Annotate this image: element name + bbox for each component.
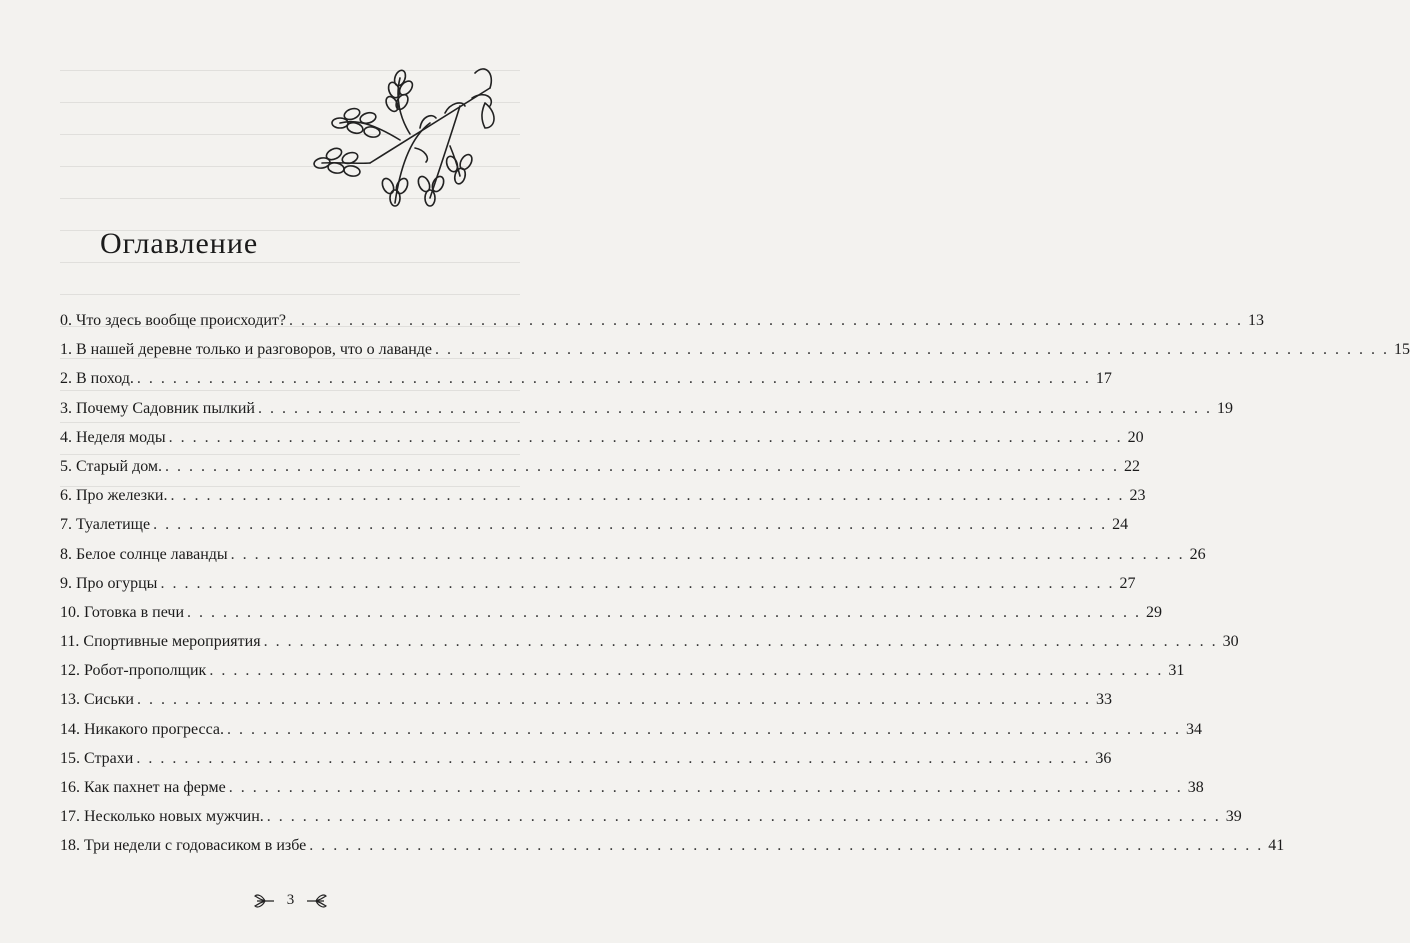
toc-entry-page: 41 bbox=[1268, 837, 1285, 855]
toc-leader-dots: . . . . . . . . . . . . . . . . . . . . . . . . . . . . . . . . . . . . . . . . . . . . . . . . . . . . . . . . . . . . . . . . . . . . . . . . . . . . . . . . bbox=[228, 779, 1183, 796]
toc-entry-page: 23 bbox=[1129, 487, 1146, 505]
toc-entry[interactable] bbox=[60, 603, 1163, 633]
toc-leader-dots: . . . . . . . . . . . . . . . . . . . . . . . . . . . . . . . . . . . . . . . . . . . . . . . . . . . . . . . . . . . . . . . . . . . . . . . . . . . . . . . . bbox=[289, 312, 1243, 329]
lavender-sprig-icon bbox=[300, 58, 500, 218]
toc-entry[interactable] bbox=[60, 720, 1202, 750]
toc-leader-dots: . . . . . . . . . . . . . . . . . . . . . . . . . . . . . . . . . . . . . . . . . . . . . . . . . . . . . . . . . . . . . . . . . . . . . . . . . . . . . . . . bbox=[230, 545, 1185, 563]
toc-leader-dots: . . . . . . . . . . . . . . . . . . . . . . . . . . . . . . . . . . . . . . . . . . . . . . . . . . . . . . . . . . . . . . . . . . . . . . . . . . . . . . . . bbox=[209, 662, 1164, 680]
toc-entry[interactable] bbox=[60, 487, 1146, 516]
toc-entry[interactable] bbox=[60, 399, 1233, 429]
toc-entry-page: 36 bbox=[1095, 749, 1112, 767]
page-footer bbox=[0, 892, 581, 909]
toc-entry[interactable] bbox=[60, 779, 1204, 808]
leaf-left-icon bbox=[253, 893, 275, 909]
toc-entry-title: 9. Про огурцы bbox=[60, 574, 158, 592]
toc-entry-page: 39 bbox=[1225, 808, 1242, 826]
leaf-right-icon bbox=[306, 893, 328, 909]
toc-entry-title: 1. В нашей деревне только и разговоров, что о лаванде bbox=[60, 341, 433, 359]
toc-entry[interactable] bbox=[60, 662, 1185, 691]
toc-entry[interactable] bbox=[60, 428, 1144, 458]
toc-entry-page: 30 bbox=[1222, 633, 1239, 651]
toc-entry-page: 27 bbox=[1119, 574, 1136, 592]
toc-entry[interactable] bbox=[60, 574, 1136, 604]
toc-leader-dots: . . . . . . . . . . . . . . . . . . . . . . . . . . . . . . . . . . . . . . . . . . . . . . . . . . . . . . . . . . . . . . . . . . . . . . . . . . . . . . . . bbox=[170, 487, 1125, 505]
toc-entry-page: 29 bbox=[1146, 603, 1163, 621]
toc-leader-dots: . . . . . . . . . . . . . . . . . . . . . . . . . . . . . . . . . . . . . . . . . . . . . . . . . . . . . . . . . . . . . . . . . . . . . . . . . . . . . . . . bbox=[187, 603, 1142, 621]
toc-entry[interactable] bbox=[60, 516, 1129, 545]
toc-entry-title: 2. В поход. bbox=[60, 370, 134, 388]
toc-entry[interactable] bbox=[60, 633, 1239, 662]
toc-entry-title: 16. Как пахнет на ферме bbox=[60, 779, 226, 796]
table-of-contents bbox=[60, 312, 1410, 867]
toc-leader-dots: . . . . . . . . . . . . . . . . . . . . . . . . . . . . . . . . . . . . . . . . . . . . . . . . . . . . . . . . . . . . . . . . . . . . . . . . . . . . . . . . bbox=[263, 633, 1218, 651]
toc-leader-dots: . . . . . . . . . . . . . . . . . . . . . . . . . . . . . . . . . . . . . . . . . . . . . . . . . . . . . . . . . . . . . . . . . . . . . . . . . . . . . . . . bbox=[227, 720, 1181, 738]
toc-entry[interactable] bbox=[60, 691, 1112, 720]
toc-entry[interactable] bbox=[60, 808, 1242, 837]
page-title: Оглавление bbox=[100, 227, 259, 260]
page-number: 3 bbox=[286, 892, 295, 908]
toc-entry-page: 34 bbox=[1186, 720, 1202, 738]
toc-entry-title: 14. Никакого прогресса. bbox=[60, 720, 224, 738]
toc-entry-page: 22 bbox=[1124, 457, 1141, 475]
toc-entry-title: 15. Страхи bbox=[60, 749, 134, 767]
toc-entry-page: 33 bbox=[1095, 691, 1112, 709]
toc-entry-page: 26 bbox=[1189, 545, 1206, 563]
toc-entry-title: 7. Туалетище bbox=[60, 516, 151, 534]
toc-entry-page: 19 bbox=[1216, 399, 1233, 417]
toc-leader-dots: . . . . . . . . . . . . . . . . . . . . . . . . . . . . . . . . . . . . . . . . . . . . . . . . . . . . . . . . . . . . . . . . . . . . . . . . . . . . . . . . bbox=[136, 691, 1091, 709]
toc-leader-dots: . . . . . . . . . . . . . . . . . . . . . . . . . . . . . . . . . . . . . . . . . . . . . . . . . . . . . . . . . . . . . . . . . . . . . . . . . . . . . . . . bbox=[257, 399, 1212, 417]
toc-leader-dots: . . . . . . . . . . . . . . . . . . . . . . . . . . . . . . . . . . . . . . . . . . . . . . . . . . . . . . . . . . . . . . . . . . . . . . . . . . . . . . . . bbox=[153, 516, 1108, 534]
toc-entry-title: 8. Белое солнце лаванды bbox=[60, 545, 228, 563]
toc-entry-title: 11. Спортивные мероприятия bbox=[60, 633, 261, 651]
toc-entry-title: 3. Почему Садовник пылкий bbox=[60, 399, 255, 417]
toc-entry-title: 5. Старый дом. bbox=[60, 457, 163, 475]
toc-leader-dots: . . . . . . . . . . . . . . . . . . . . . . . . . . . . . . . . . . . . . . . . . . . . . . . . . . . . . . . . . . . . . . . . . . . . . . . . . . . . . . . . bbox=[266, 808, 1221, 826]
toc-entry-page: 15 bbox=[1394, 341, 1410, 359]
toc-entry[interactable] bbox=[60, 370, 1112, 399]
toc-entry-page: 31 bbox=[1168, 662, 1185, 680]
toc-entry[interactable] bbox=[60, 457, 1141, 487]
toc-entry-title: 12. Робот-прополщик bbox=[60, 662, 207, 680]
toc-entry[interactable] bbox=[60, 312, 1264, 341]
toc-leader-dots: . . . . . . . . . . . . . . . . . . . . . . . . . . . . . . . . . . . . . . . . . . . . . . . . . . . . . . . . . . . . . . . . . . . . . . . . . . . . . . . . bbox=[309, 837, 1264, 855]
toc-entry[interactable] bbox=[60, 837, 1285, 866]
toc-entry-page: 24 bbox=[1112, 516, 1129, 534]
toc-entry-page: 13 bbox=[1248, 312, 1264, 329]
toc-leader-dots: . . . . . . . . . . . . . . . . . . . . . . . . . . . . . . . . . . . . . . . . . . . . . . . . . . . . . . . . . . . . . . . . . . . . . . . . . . . . . . . . bbox=[435, 341, 1390, 359]
toc-entry-title: 6. Про железки. bbox=[60, 487, 168, 505]
toc-entry-title: 17. Несколько новых мужчин. bbox=[60, 808, 264, 826]
toc-entry-title: 4. Неделя моды bbox=[60, 428, 166, 446]
toc-leader-dots: . . . . . . . . . . . . . . . . . . . . . . . . . . . . . . . . . . . . . . . . . . . . . . . . . . . . . . . . . . . . . . . . . . . . . . . . . . . . . . . . bbox=[136, 749, 1091, 767]
toc-entry[interactable] bbox=[60, 545, 1206, 575]
toc-entry[interactable] bbox=[60, 341, 1410, 370]
toc-entry-page: 38 bbox=[1187, 779, 1204, 796]
toc-leader-dots: . . . . . . . . . . . . . . . . . . . . . . . . . . . . . . . . . . . . . . . . . . . . . . . . . . . . . . . . . . . . . . . . . . . . . . . . . . . . . . . . bbox=[160, 574, 1115, 592]
toc-entry-page: 17 bbox=[1095, 370, 1112, 388]
toc-entry-page: 20 bbox=[1127, 428, 1144, 446]
toc-entry-title: 10. Готовка в печи bbox=[60, 603, 185, 621]
toc-entry-title: 18. Три недели с годовасиком в избе bbox=[60, 837, 307, 855]
toc-entry-title: 0. Что здесь вообще происходит? bbox=[60, 312, 286, 329]
toc-leader-dots: . . . . . . . . . . . . . . . . . . . . . . . . . . . . . . . . . . . . . . . . . . . . . . . . . . . . . . . . . . . . . . . . . . . . . . . . . . . . . . . . bbox=[165, 457, 1120, 475]
toc-entry-title: 13. Сиськи bbox=[60, 691, 134, 709]
toc-leader-dots: . . . . . . . . . . . . . . . . . . . . . . . . . . . . . . . . . . . . . . . . . . . . . . . . . . . . . . . . . . . . . . . . . . . . . . . . . . . . . . . . bbox=[136, 370, 1091, 388]
toc-entry[interactable] bbox=[60, 749, 1112, 779]
toc-leader-dots: . . . . . . . . . . . . . . . . . . . . . . . . . . . . . . . . . . . . . . . . . . . . . . . . . . . . . . . . . . . . . . . . . . . . . . . . . . . . . . . . bbox=[168, 428, 1123, 446]
